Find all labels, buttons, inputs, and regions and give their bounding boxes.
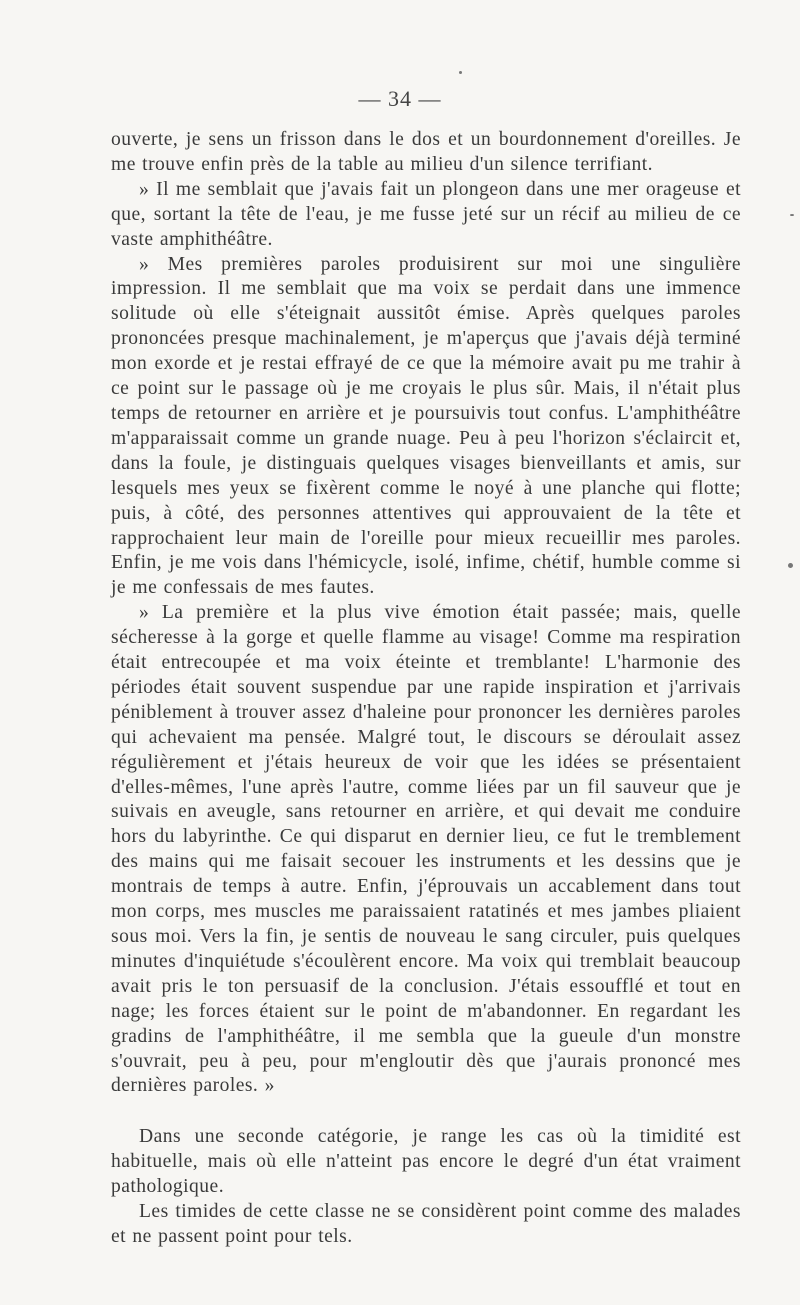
paragraph-plongeon: » Il me semblait que j'avais fait un plongeon dans une mer orageuse et que, sortant la tête de l'eau, je me fusse jeté sur un récif au milieu de ce vaste amphithéâtre. bbox=[111, 178, 741, 250]
page-body bbox=[111, 128, 741, 1250]
paragraph-seconde-categorie: Dans une seconde catégorie, je range les cas où la timidité est habituelle, mais où elle n'atteint pas encore le degré d'un état vraiment pathologique. bbox=[111, 1126, 741, 1198]
paragraph-continuation: ouverte, je sens un frisson dans le dos et un bourdonnement d'oreilles. Je me trouve enfin près de la table au milieu d'un silence terrifiant. bbox=[111, 129, 741, 175]
paragraph-premieres-paroles: » Mes premières paroles produisirent sur moi une singulière impression. Il me semblait que ma voix se perdait dans une immence solitude où elle s'éteignait aussitôt émise. Après quelques paroles prononcées presque machinalement, je m'aperçus que j'avais déjà terminé mon exorde et je restai effrayé de ce que la mémoire avait pu me trahir à ce point sur le passage où je me croyais le plus sûr. Mais, il n'était plus temps de retourner en arrière et je poursuivis tout confus. L'amphithéâtre m'apparaissait comme un grande nuage. Peu à peu l'horizon s'éclaircit et, dans la foule, je distinguais quelques visages bienveillants et amis, sur lesquels mes yeux se fixèrent comme le noyé à une planche qui flotte; puis, à côté, des personnes attentives qui approuvaient de la tête et rapprochaient leur main de l'oreille pour mieux recueillir mes paroles. Enfin, je me vois dans l'hémicycle, isolé, infime, chétif, humble comme si je me confessais de mes fautes. bbox=[111, 253, 741, 599]
paper-speck bbox=[459, 71, 462, 74]
paragraph-emotion: » La première et la plus vive émotion était passée; mais, quelle sécheresse à la gorge et quelle flamme au visage! Comme ma respiration était entrecoupée et ma voix éteinte et tremblante! L'harmonie des périodes était souvent suspendue par une rapide inspiration et j'arrivais péniblement à trouver assez d'haleine pour prononcer les dernières paroles qui achevaient ma pensée. Malgré tout, le discours se déroulait assez régulièrement et j'étais heureux de voir que les idées se présentaient d'elles-mêmes, l'une après l'autre, comme liées par un fil sauveur que je suivais en aveugle, sans retourner en arrière, et qui devait me conduire hors du labyrinthe. Ce qui disparut en dernier lieu, ce fut le tremblement des mains qui me faisait secouer les instruments et les dessins que je montrais de temps à autre. Enfin, j'éprouvais un accablement dans tout mon corps, mes muscles me paraissaient ratatinés et mes jambes pliaient sous moi. Vers la fin, je sentis de nouveau le sang circuler, puis quelques minutes d'inquiétude s'écoulèrent encore. Ma voix qui tremblait beaucoup avait pris le ton persuasif de la conclusion. J'étais essoufflé et tout en nage; les forces étaient sur le point de m'abandonner. En regardant les gradins de l'amphithéâtre, il me sembla que la gueule d'un monstre s'ouvrait, peu à peu, pour m'engloutir dès que j'aurais prononcé mes dernières paroles. » bbox=[111, 602, 741, 1097]
paper-speck bbox=[790, 214, 794, 216]
paragraph-timides: Les timides de cette classe ne se considèrent point comme des malades et ne passent point pour tels. bbox=[111, 1201, 741, 1247]
page-number: — 34 — bbox=[358, 86, 442, 111]
paper-speck bbox=[788, 563, 793, 568]
